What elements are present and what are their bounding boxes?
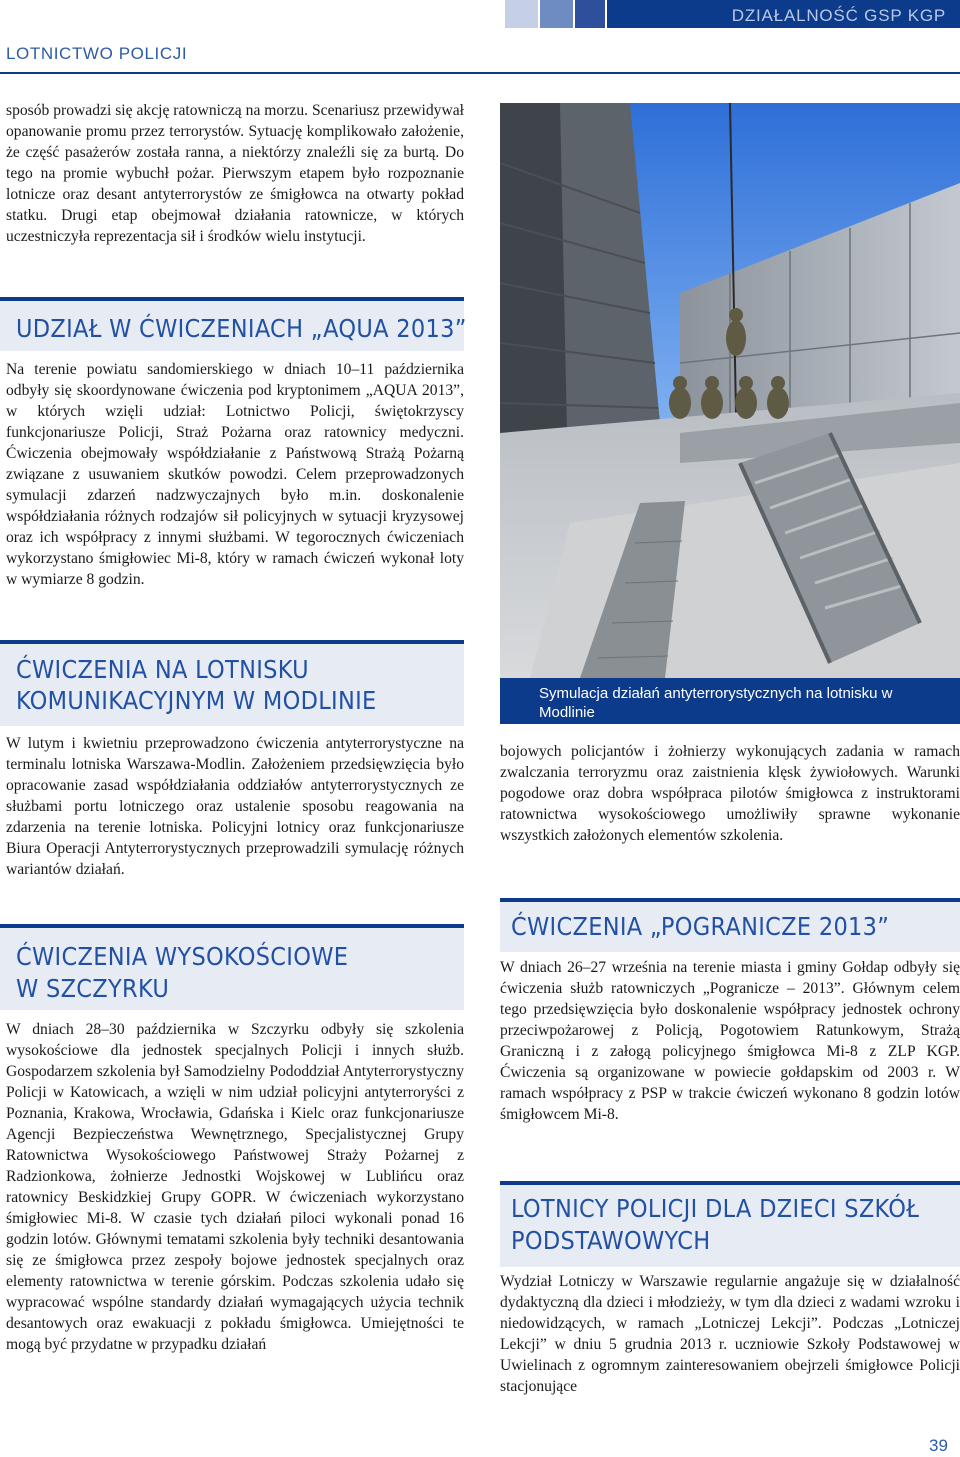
section-heading-modlin-line1: ĆWICZENIA NA LOTNISKU — [16, 655, 309, 684]
photo-rooftop-exercise — [500, 103, 960, 678]
section-body-pogranicze: W dniach 26–27 września na terenie miasta i gminy Gołdap odbyły się ćwiczenia służb ratowniczych „Pogranicze – 2013”. Głównym celem tego przedsięwzięcia było doskonalenie współpracy jednostek ochrony przeciwpożarowej z Policją, Pogotowiem Ratunkowym, Strażą Graniczną i z załogą policyjnego śmigłowca Mi-8 z ZLP KGP. Ćwiczenia są organizowane w powiecie gołdapskim od 2003 r. W ramach współpracy z PSP w trakcie ćwiczeń wykonano 8 godzin lotów śmigłowcem Mi-8. — [500, 959, 960, 1123]
section-label: LOTNICTWO POLICJI — [6, 44, 188, 63]
section-body-modlin: W lutym i kwietniu przeprowadzono ćwiczenia antyterrorystyczne na terminalu lotniska Warszawa-Modlin. Założeniem przedsięwzięcia było opracowanie zasad współdziałania oddziałów antyterrorystycznych ze służbami portu lotniczego oraz ustalenie sposobu reagowania na zdarzenia na terenie lotniska. Policyjni lotnicy oraz funkcjonariusze Biura Operacji Antyterrorystycznych przeprowadzili symulację różnych wariantów działań. — [6, 735, 464, 878]
section-heading-pogranicze: ĆWICZENIA „POGRANICZE 2013” — [511, 912, 890, 941]
section-heading-lotnicy-line2: PODSTAWOWYCH — [511, 1226, 711, 1255]
photo-illustration — [500, 103, 960, 678]
section-heading-aqua: UDZIAŁ W ĆWICZENIACH „AQUA 2013” — [16, 314, 467, 343]
section-heading-lotnicy-line1: LOTNICY POLICJI DLA DZIECI SZKÓŁ — [511, 1194, 920, 1223]
intro-paragraph: sposób prowadzi się akcję ratowniczą na morzu. Scenariusz przewidywał opanowanie promu przez terrorystów. Sytuację komplikowało założenie, że część pasażerów została ranna, a niektórzy znaleźli się za burtą. Do tego na promie wybuchł pożar. Pierwszym etapem było rozpoznanie lotnicze oraz desant antyterrorystów ze śmigłowca na otwarty pokład statku. Drugi etap obejmował działania ratownicze, w których uczestniczyła reprezentacja sił i środków wielu instytucji. — [6, 102, 464, 245]
section-heading-szczyrk-line1: ĆWICZENIA WYSOKOŚCIOWE — [16, 942, 349, 971]
section-heading-modlin-line2: KOMUNIKACYJNYM W MODLINIE — [16, 686, 377, 715]
section-body-szczyrk: W dniach 28–30 października w Szczyrku odbyły się szkolenia wysokościowe dla jednostek specjalnych Policji i innych służb. Gospodarzem szkolenia był Samodzielny Pododdział Antyterrorystyczny Policji w Katowicach, a wzięli w nim udział policyjni antyterroryści z Poznania, Krakowa, Wrocławia, Gdańska i Kielc oraz funkcjonariusze Agencji Bezpieczeństwa Wewnętrznego, Specjalistycznej Grupy Ratownictwa Wysokościowego Państwowej Straży Pożarnej z Radzionkowa, żołnierze Jednostki Wojskowej w Lublińcu oraz ratownicy Beskidzkiej Grupy GOPR. W ćwiczeniach wykorzystano śmigłowiec Mi-8. W czasie tych działań piloci wykonali ponad 16 godzin lotów. Głównymi tematami szkolenia były techniki desantowania się ze śmigłowca przez zespoły bojowe jednostek specjalnych oraz elementy ratownictwa w terenie górskim. Podczas szkolenia udało się wypracować wspólne standardy działań wymagających użycia technik desantowych oraz ewakuacji z pokładu śmigłowca. Umiejętności te mogą być przydatne w przypadku działań — [6, 1021, 464, 1353]
header-rule — [0, 72, 960, 74]
header-decor-square-dark — [575, 0, 605, 28]
continuation-paragraph: bojowych policjantów i żołnierzy wykonujących zadania w ramach zwalczania terroryzmu oraz zaistnienia klęsk żywiołowych. Warunki pogodowe oraz dobra współpraca pilotów śmigłowca z instruktorami ratownictwa wysokościowego umożliwiły sprawne wykonanie wszystkich założonych elementów szkolenia. — [500, 743, 960, 844]
header-decor-square-mid — [540, 0, 573, 28]
header-bar — [607, 0, 960, 28]
section-heading-szczyrk-line2: W SZCZYRKU — [16, 974, 170, 1003]
section-body-aqua: Na terenie powiatu sandomierskiego w dniach 10–11 października odbyły się skoordynowane ćwiczenia pod kryptonimem „AQUA 2013”, w których wzięli udział: Lotnictwo Policji, świętokrzyscy funkcjonariusze Policji, Straż Pożarna oraz ratownicy medyczni. Ćwiczenia obejmowały współdziałanie z Państwową Strażą Pożarną związane z usuwaniem skutków powodzi. Celem przeprowadzonych symulacji zdarzeń nadzwyczajnych było m.in. doskonalenie współdziałania różnych rodzajów sił policyjnych w sytuacji kryzysowej oraz ich współpracy z innymi służbami. W tegorocznych ćwiczeniach wykorzystano śmigłowiec Mi-8, który w ramach ćwiczeń wykonał loty w wymiarze 8 godzin. — [6, 361, 464, 588]
header-decor-square-light — [505, 0, 538, 28]
page-number: 39 — [929, 1436, 948, 1455]
header-title: DZIAŁALNOŚĆ GSP KGP — [731, 6, 946, 25]
section-body-lotnicy: Wydział Lotniczy w Warszawie regularnie angażuje się w działalność dydaktyczną dla dzieci i młodzieży, w tym dla dzieci z wadami wzroku i niedowidzących, w ramach „Lotniczej Lekcji”. Podczas „Lotniczej Lekcji” w dniu 5 grudnia 2013 r. uczniowie Szkoły Podstawowej w Uwielinach z ogromnym zainteresowaniem obejrzeli śmigłowce Policji stacjonujące — [500, 1273, 960, 1395]
photo-caption: Symulacja działań antyterrorystycznych na lotnisku w Modlinie — [539, 685, 893, 721]
